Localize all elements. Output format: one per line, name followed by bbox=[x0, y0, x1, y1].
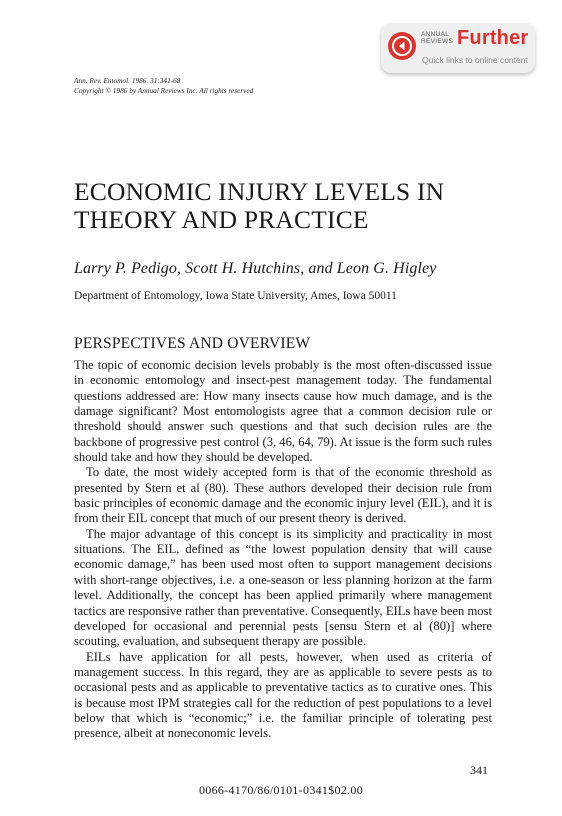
article-title bbox=[74, 178, 444, 234]
paragraph: EILs have application for all pests, however, when used as criteria of management success. In this regard, they are as applicable to severe pests as to occasional pests and as applicable to preventative tactics as to curative ones. This is because most IPM strategies call for the reduction of pest populations to a level below that which is “economic;” i.e. the familiar principle of tolerating pest presence, albeit at noneconomic levels. bbox=[74, 649, 492, 741]
play-arrow-icon bbox=[388, 32, 416, 60]
title-line-1: ECONOMIC INJURY LEVELS IN bbox=[74, 177, 445, 206]
affiliation: Department of Entomology, Iowa State University, Ames, Iowa 50011 bbox=[74, 290, 397, 302]
annual-reviews-label: ANNUAL REVIEWS bbox=[421, 31, 454, 45]
section-heading: PERSPECTIVES AND OVERVIEW bbox=[74, 335, 311, 352]
paragraph: The topic of economic decision levels probably is the most often-discussed issue in economic entomology and insect-pest management today. The fundamental questions addressed are: How many insects cause how much damage, and is the damage significant? Most entomologists agree that a common decision rule or threshold should answer such questions and that such decision rules are the backbone of progressive pest control (3, 46, 64, 79). At issue is the form such rules should take and how they should be developed. bbox=[74, 358, 492, 465]
journal-citation bbox=[74, 76, 253, 95]
annual-reviews-further-badge[interactable] bbox=[381, 23, 535, 73]
author-list: Larry P. Pedigo, Scott H. Hutchins, and Leon G. Higley bbox=[74, 260, 437, 277]
paragraph: The major advantage of this concept is its simplicity and practicality in most situations. The EIL, defined as “the lowest population density that will cause economic damage,” has been used most often to support management decisions with short-range objectives, i.e. a one-season or less planning horizon at the farm level. Additionally, the concept has been applied primarily where management tactics are responsive rather than preventative. Consequently, EILs have been most developed for occasional and perennial pests [sensu Stern et al (80)] where scouting, evaluation, and subsequent therapy are possible. bbox=[74, 526, 492, 649]
page-number: 341 bbox=[470, 763, 488, 777]
paragraph: To date, the most widely accepted form is that of the economic threshold as presented by Stern et al (80). These authors developed their decision rule from basic principles of economic damage and the economic injury level (EIL), and it is from their EIL concept that much of our present theory is derived. bbox=[74, 465, 492, 526]
title-line-2: THEORY AND PRACTICE bbox=[74, 205, 369, 234]
article-code: 0066-4170/86/0101-0341$02.00 bbox=[198, 783, 364, 797]
further-wordmark: Further bbox=[457, 27, 529, 49]
quick-links-subtitle: Quick links to online content bbox=[422, 55, 528, 65]
copyright-line: Copyright © 1986 by Annual Reviews Inc. All rights reserved bbox=[74, 85, 254, 95]
citation-line: Ann. Rev. Entomol. 1986. 31:341-68 bbox=[74, 76, 181, 85]
body-text bbox=[74, 358, 492, 742]
